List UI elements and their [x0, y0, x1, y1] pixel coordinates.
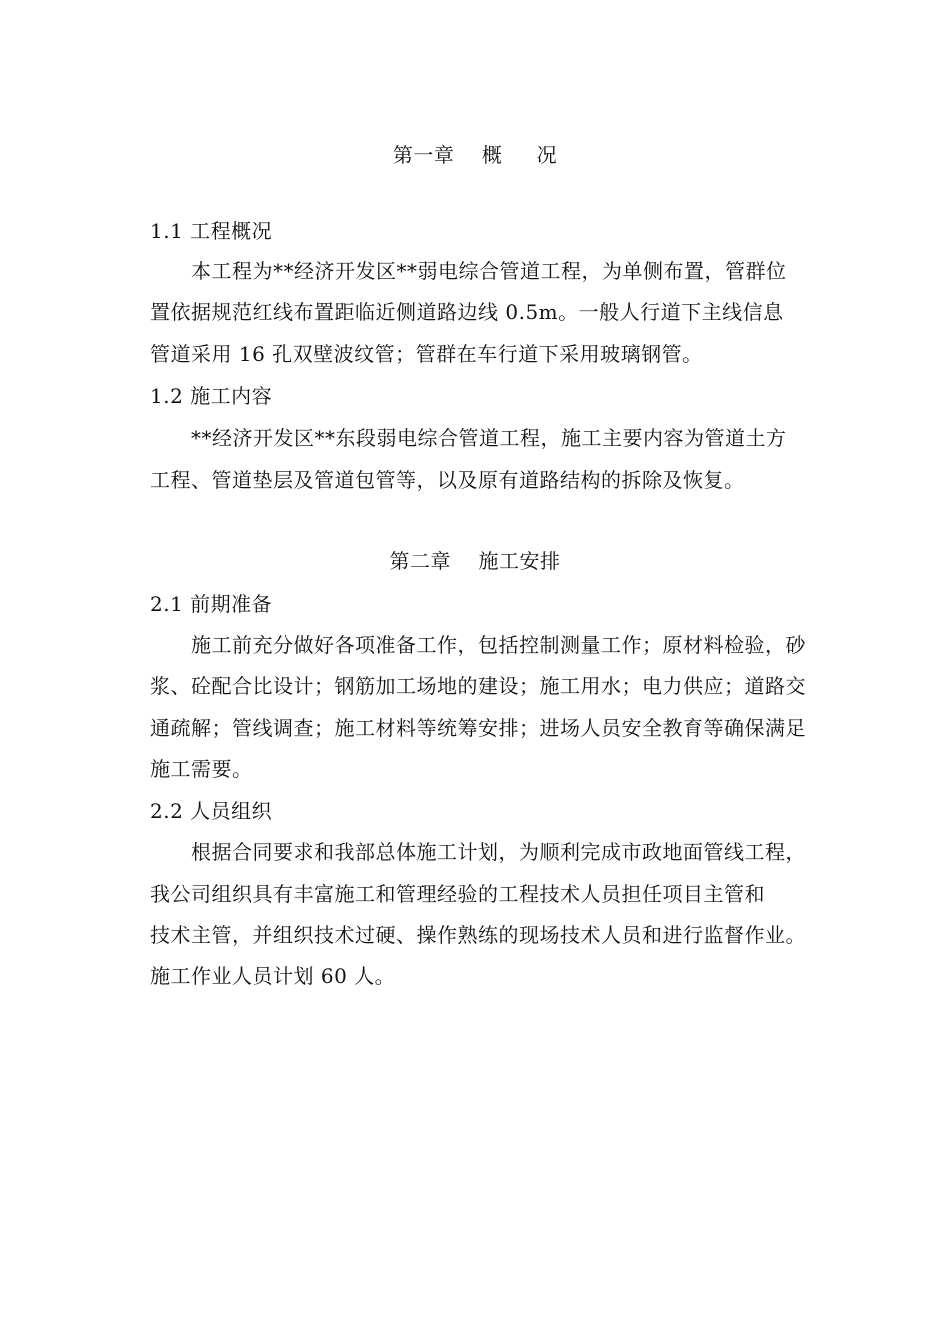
chapter-1-title: 第一章 概 况 — [392, 143, 558, 167]
section-2-2-heading: 2.2 人员组织 — [150, 799, 273, 823]
section-1-2-line-2: 工程、管道垫层及管道包管等，以及原有道路结构的拆除及恢复。 — [150, 468, 745, 492]
section-1-1-heading: 1.1 工程概况 — [150, 219, 273, 243]
section-1-2-line-1: **经济开发区**东段弱电综合管道工程，施工主要内容为管道土方 — [191, 426, 787, 450]
section-1-2-heading: 1.2 施工内容 — [150, 384, 273, 408]
section-2-1-heading: 2.1 前期准备 — [150, 592, 273, 616]
section-1-1-line-2: 置依据规范红线布置距临近侧道路边线 0.5m。一般人行道下主线信息 — [150, 300, 784, 324]
chapter-2-title: 第二章 施工安排 — [389, 549, 561, 573]
section-2-1-line-2: 浆、砼配合比设计；钢筋加工场地的建设；施工用水；电力供应；道路交 — [150, 674, 806, 698]
section-2-1-line-1: 施工前充分做好各项准备工作，包括控制测量工作；原材料检验，砂 — [191, 633, 806, 657]
section-2-2-line-4: 施工作业人员计划 60 人。 — [150, 964, 396, 988]
section-2-1-line-4: 施工需要。 — [150, 757, 253, 781]
section-1-1-line-1: 本工程为**经济开发区**弱电综合管道工程，为单侧布置，管群位 — [191, 259, 787, 283]
section-2-2-line-3: 技术主管，并组织技术过硬、操作熟练的现场技术人员和进行监督作业。 — [150, 923, 806, 947]
section-1-1-line-3: 管道采用 16 孔双壁波纹管；管群在车行道下采用玻璃钢管。 — [150, 342, 703, 366]
section-2-1-line-3: 通疏解；管线调查；施工材料等统筹安排；进场人员安全教育等确保满足 — [150, 716, 806, 740]
section-2-2-line-1: 根据合同要求和我部总体施工计划，为顺利完成市政地面管线工程， — [191, 840, 806, 864]
section-2-2-line-2: 我公司组织具有丰富施工和管理经验的工程技术人员担任项目主管和 — [150, 882, 765, 906]
